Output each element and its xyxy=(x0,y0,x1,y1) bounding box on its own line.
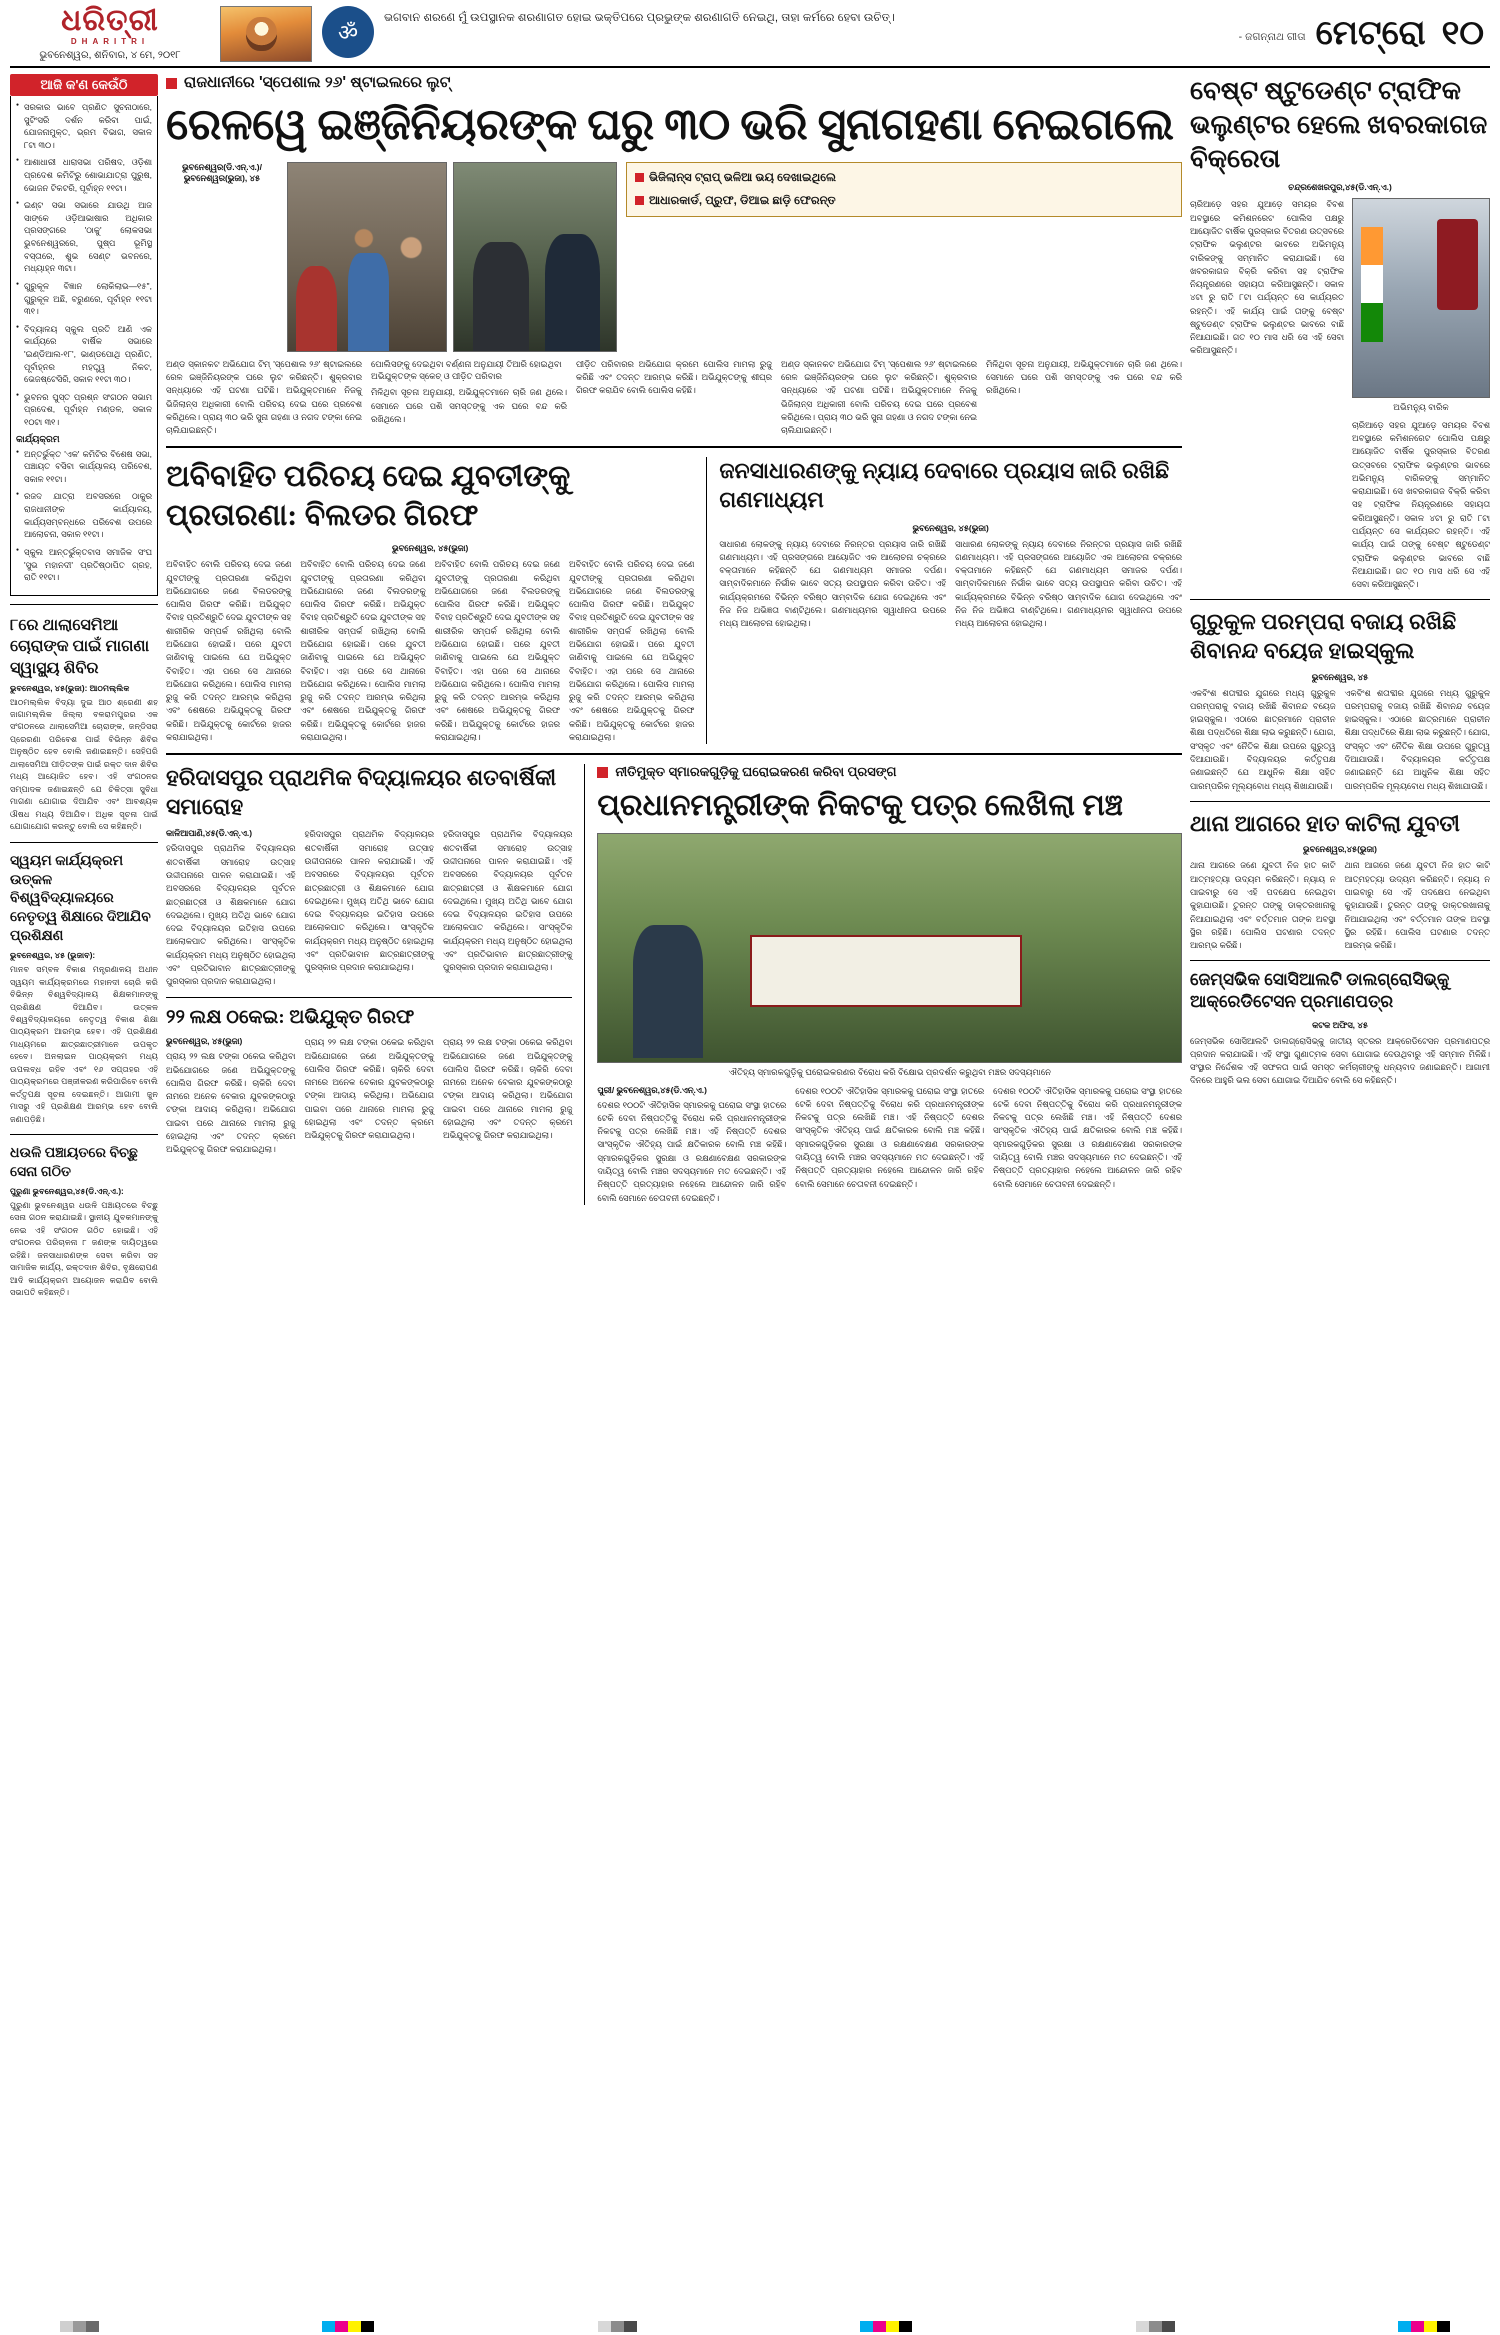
story-columns xyxy=(1190,859,1490,952)
highlight-item: ଆଧାରକାର୍ଡ, ପ୍ରୁଫ, ଡିଆଇ ଛାଡ଼ି ଫେରନ୍ତ xyxy=(635,193,1174,209)
dateline: କଟକ ଅଫିସ, ୪୫ xyxy=(1312,1019,1368,1030)
dateline: ଭୁବନେଶ୍ୱର, ୪୫(ଭୁଜା) xyxy=(166,1036,243,1047)
article-body: ପ୍ରାୟ ୨୨ ଲକ୍ଷ ଟଙ୍କା ଠକେଇ କରିଥିବା ଅଭିଯୋଗରେ ଜଣେ ଅଭିଯୁକ୍ତଙ୍କୁ ପୋଲିସ ଗିରଫ କରିଛି। ଚାକିରି ଦେବା ନାମରେ ଅନେକ ବେକାର ଯୁବକଙ୍କଠାରୁ ଟଙ୍କା ଆଦାୟ କରିଥିଲା। ଅଭିଯୋଗ ପାଇବା ପରେ ଥାନାରେ ମାମଲା ରୁଜୁ ହୋଇଥିଲା ଏବଂ ତଦନ୍ତ କ୍ରମେ ଅଭିଯୁକ୍ତକୁ ଗିରଫ କରାଯାଇଥିଲା। xyxy=(166,1051,296,1155)
kicker-text: ରାଜଧାନୀରେ 'ସ୍ପେଶାଲ ୨୬' ଷ୍ଟାଇଲରେ ଲୁଟ୍ xyxy=(184,74,451,91)
list-item: ● ଇଣ୍ଟ ସଭା ସଭାରେ ଯାଉଥି ଆଜ ସାଙ୍କେ ଓଡ଼ିଆଭାଷାର ଅଧିକାର ପ୍ରସଙ୍ଗରେ 'ଠାକୁ' ଲୋକସଭା ଭୁବନେଶ୍ୱରରେ, ପୁଷ୍ପ ଭୂମିସ୍ଥ ବସ୍ତାରେ, ଶୁଭ ସେଣ୍ଟ ଭବନରେ, ମଧ୍ୟାହ୍ନ ୩ଟା। xyxy=(16,199,152,275)
story-headline: ଜନସାଧାରଣଙ୍କୁ ନ୍ୟାୟ ଦେବାରେ ପ୍ରୟାସ ଜାରି ରଖିଛି ଗଣମାଧ୍ୟମ xyxy=(719,458,1170,512)
dateline: ପୁରୀ/ ଭୁବନେଶ୍ୱର,୪୫(ଡି.ଏନ୍.ଏ.) xyxy=(597,1084,707,1095)
article-body: ଏକବିଂଶ ଶତାବ୍ଦୀର ଯୁଗରେ ମଧ୍ୟ ଗୁରୁକୁଳ ପରମ୍ପରାକୁ ବଜାୟ ରଖିଛି ଶିବାନନ୍ଦ ବୟେଜ ହାଇସ୍କୁଲ। ଏଠାରେ ଛାତ୍ରମାନେ ପ୍ରାଚୀନ ଶିକ୍ଷା ପଦ୍ଧତିରେ ଶିକ୍ଷା ଲାଭ କରୁଛନ୍ତି। ଯୋଗ, ସଂସ୍କୃତ ଏବଂ ନୈତିକ ଶିକ୍ଷା ଉପରେ ଗୁରୁତ୍ୱ ଦିଆଯାଉଛି। ବିଦ୍ୟାଳୟର କର୍ତ୍ତୃପକ୍ଷ ଜଣାଇଛନ୍ତି ଯେ ଆଧୁନିକ ଶିକ୍ଷା ସହିତ ପାରମ୍ପରିକ ମୂଲ୍ୟବୋଧ ମଧ୍ୟ ଶିଖାଯାଉଛି। xyxy=(1190,687,1336,791)
photo-caption: ଐତିହ୍ୟ ସ୍ମାରକଗୁଡ଼ିକୁ ଘରୋଇକରଣର ବିରୋଧ କରି ବିକ୍ଷୋଭ ପ୍ରଦର୍ଶନ କରୁଥିବା ମଞ୍ଚର ସଦସ୍ୟମାନେ xyxy=(728,1067,1051,1078)
dateline: ଭୁବନେଶ୍ୱର,୪୫(ଭୁଜା) xyxy=(1303,844,1377,855)
divider xyxy=(1190,801,1490,802)
section-header xyxy=(1316,6,1490,62)
lead-dateline-col xyxy=(166,162,278,352)
newspaper-logo xyxy=(10,6,210,62)
bottom-stories xyxy=(166,764,1182,1205)
dateline: ପୁରୁଣା ଭୁବନେଶ୍ୱର,୪୫(ଡି.ଏନ୍.ଏ.): xyxy=(10,1186,124,1196)
article-body: ସାଧାରଣ ଲୋକଙ୍କୁ ନ୍ୟାୟ ଦେବାରେ ନିରନ୍ତର ପ୍ରୟାସ ଜାରି ରଖିଛି ଗଣମାଧ୍ୟମ। ଏହି ପ୍ରସଙ୍ଗରେ ଆୟୋଜିତ ଏକ ଆଲୋଚନା ଚକ୍ରରେ ବକ୍ତାମାନେ କହିଛନ୍ତି ଯେ ଗଣମାଧ୍ୟମ ସମାଜର ଦର୍ପଣ। ସାମ୍ବାଦିକମାନେ ନିର୍ଭୀକ ଭାବେ ସତ୍ୟ ଉପସ୍ଥାପନ କରିବା ଉଚିତ। ଏହି କାର୍ଯ୍ୟକ୍ରମରେ ବିଭିନ୍ନ ବରିଷ୍ଠ ସାମ୍ବାଦିକ ଯୋଗ ଦେଇଥିଲେ ଏବଂ ନିଜ ନିଜ ଅଭିଜ୍ଞତା ବାଣ୍ଟିଥିଲେ। ଗଣମାଧ୍ୟମର ସ୍ୱାଧୀନତା ଉପରେ ମଧ୍ୟ ଆଲୋଚନା ହୋଇଥିଲା। xyxy=(955,538,1182,629)
list-item: ● ଗୁରୁକୂଳ ବିଜ୍ଞାନ ଲୋକିଲାଭ—୧୫'', ଗୁରୁକୂଳ ଅଛି, ବରୁଣରେ, ପୂର୍ବାହ୍ନ ୧୧ଟା ୩୧। xyxy=(16,280,152,318)
article-body: ଅବିବାହିତ ବୋଲି ପରିଚୟ ଦେଇ ଜଣେ ଯୁବତୀଙ୍କୁ ପ୍ରତାରଣା କରିଥିବା ଅଭିଯୋଗରେ ଜଣେ ବିଲଡରଙ୍କୁ ପୋଲିସ ଗିରଫ କରିଛି। ଅଭିଯୁକ୍ତ ବିବାହ ପ୍ରତିଶ୍ରୁତି ଦେଇ ଯୁବତୀଙ୍କ ସହ ଶାରୀରିକ ସମ୍ପର୍କ ରଖିଥିଲା ବୋଲି ଅଭିଯୋଗ ହୋଇଛି। ପରେ ଯୁବତୀ ଜାଣିବାକୁ ପାଇଲେ ଯେ ଅଭିଯୁକ୍ତ ବିବାହିତ। ଏହା ପରେ ସେ ଥାନାରେ ଅଭିଯୋଗ କରିଥିଲେ। ପୋଲିସ ମାମଲା ରୁଜୁ କରି ତଦନ୍ତ ଆରମ୍ଭ କରିଥିଲା ଏବଂ ଶେଷରେ ଅଭିଯୁକ୍ତକୁ ଗିରଫ କରିଛି। ଅଭିଯୁକ୍ତକୁ କୋର୍ଟରେ ହାଜର କରାଯାଇଥିଲା। xyxy=(166,559,292,743)
dateline: ଭୁବନେଶ୍ୱର, ୪୫ xyxy=(1311,671,1369,682)
article-body: ଥାନା ଆଗରେ ଜଣେ ଯୁବତୀ ନିଜ ହାତ କାଟି ଆତ୍ମହତ୍ୟା ଉଦ୍ୟମ କରିଛନ୍ତି। ନ୍ୟାୟ ନ ପାଇବାରୁ ସେ ଏହି ପଦକ୍ଷେପ ନେଇଥିବା କୁହାଯାଉଛି। ତୁରନ୍ତ ତାଙ୍କୁ ଡାକ୍ତରଖାନାକୁ ନିଆଯାଇଥିଲା ଏବଂ ବର୍ତ୍ତମାନ ତାଙ୍କ ଅବସ୍ଥା ସ୍ଥିର ରହିଛି। ପୋଲିସ ଘଟଣାର ତଦନ୍ତ ଆରମ୍ଭ କରିଛି। xyxy=(1190,860,1336,951)
article-body: ମାନବ ସମ୍ବଳ ବିକାଶ ମନ୍ତ୍ରଣାଳୟ ଅଧୀନ ସ୍ୱୟମ କାର୍ଯ୍ୟକ୍ରମରେ ମହାନଦୀ ଚୋରି କରି ବିଭିନ୍ନ ବିଶ୍ୱବିଦ୍ୟାଳୟ ଶିକ୍ଷକମାନଙ୍କୁ ପ୍ରଶିକ୍ଷଣ ଦିଆଯିବ। ଉତ୍କଳ ବିଶ୍ୱବିଦ୍ୟାଳୟରେ ନେତୃତ୍ୱ ବିକାଶ ଶିକ୍ଷା ପାଠ୍ୟକ୍ରମ ଆରମ୍ଭ ହେବ। ଏହି ପ୍ରଶିକ୍ଷଣ ମାଧ୍ୟମରେ ଛାତ୍ରଛାତ୍ରୀମାନେ ଉପକୃତ ହେବେ। ଅନଲାଇନ ପାଠ୍ୟକ୍ରମ ମଧ୍ୟ ଉପଲବ୍ଧ ରହିବ ଏବଂ ୧୬ ସପ୍ତାହର ଏହି ପାଠ୍ୟକ୍ରମରେ ପଞ୍ଜୀକରଣ କରିପାରିବେ ବୋଲି କର୍ତ୍ତୃପକ୍ଷ ସୂଚନା ଦେଇଛନ୍ତି। ଆଗାମୀ ଜୁନ ମାସରୁ ଏହି ପ୍ରଶିକ୍ଷଣ ଆରମ୍ଭ ହେବ ବୋଲି ଜଣାପଡ଼ିଛି। xyxy=(10,965,158,1124)
daily-quote xyxy=(384,6,1306,62)
lead-top-block xyxy=(166,162,1182,352)
photo-caption: ଅଭିମନ୍ୟୁ ବାରିକ xyxy=(1393,402,1449,413)
list-item: ● ରଜଦ ଯାତ୍ରା ଅବସରରେ ଠାକୁର ରାଜଧାନୀଙ୍କ କାର୍ଯ୍ୟାଳୟ, କାର୍ଯ୍ୟସମ୍ବନ୍ଧରେ ପରିବେଶ ଉପରେ ଆଲୋଚନା, ସକାଳ ୧୧ଟା। xyxy=(16,490,152,540)
protest-rally-photo xyxy=(597,833,1182,1063)
list-item: ● ସ୍କୁଲ ଆନ୍ତର୍ଭୁକ୍ତବାସ ସମାଜିକ ସଂଘ 'ସୁଭ ମହାନଦୀ' ପ୍ରତିଷ୍ଠାପିତ ଗ୍ରହ, ରାତି ୧୧ଟା। xyxy=(16,546,152,584)
rail-body xyxy=(10,96,158,596)
article-body: ସାଧାରଣ ଲୋକଙ୍କୁ ନ୍ୟାୟ ଦେବାରେ ନିରନ୍ତର ପ୍ରୟାସ ଜାରି ରଖିଛି ଗଣମାଧ୍ୟମ। ଏହି ପ୍ରସଙ୍ଗରେ ଆୟୋଜିତ ଏକ ଆଲୋଚନା ଚକ୍ରରେ ବକ୍ତାମାନେ କହିଛନ୍ତି ଯେ ଗଣମାଧ୍ୟମ ସମାଜର ଦର୍ପଣ। ସାମ୍ବାଦିକମାନେ ନିର୍ଭୀକ ଭାବେ ସତ୍ୟ ଉପସ୍ଥାପନ କରିବା ଉଚିତ। ଏହି କାର୍ଯ୍ୟକ୍ରମରେ ବିଭିନ୍ନ ବରିଷ୍ଠ ସାମ୍ବାଦିକ ଯୋଗ ଦେଇଥିଲେ ଏବଂ ନିଜ ନିଜ ଅଭିଜ୍ଞତା ବାଣ୍ଟିଥିଲେ। ଗଣମାଧ୍ୟମର ସ୍ୱାଧୀନତା ଉପରେ ମଧ୍ୟ ଆଲୋଚନା ହୋଇଥିଲା। xyxy=(719,538,947,629)
article-body: ମିଳିଥିବା ସୂଚନା ଅନୁଯାୟୀ, ଅଭିଯୁକ୍ତମାନେ ଚାରି ଜଣ ଥିଲେ। ସେମାନେ ଘରେ ପଶି ସମସ୍ତଙ୍କୁ ଏକ ଘରେ ବନ୍ଦ କରି ରଖିଥିଲେ। xyxy=(986,358,1182,396)
highlight-item: ଭିଜିଲାନ୍ସ ଟ୍ରାପ୍‌ ଭଳିଆ ଭୟ ଦେଖାଇଥିଲେ xyxy=(635,170,1174,186)
dateline: ଚନ୍ଦ୍ରଶେଖରପୁର,୪୫(ଡି.ଏନ୍.ଏ.) xyxy=(1288,182,1392,193)
rail-subheader: କାର୍ଯ୍ୟକ୍ରମ xyxy=(16,433,60,444)
story-columns xyxy=(166,1036,572,1156)
highlight-box xyxy=(626,162,1182,217)
section-name: ମେଟ୍ରୋ xyxy=(1315,15,1426,52)
logo-wordmark: ଧରିତ୍ରୀ xyxy=(61,4,159,37)
article-body: ପ୍ରାୟ ୨୨ ଲକ୍ଷ ଟଙ୍କା ଠକେଇ କରିଥିବା ଅଭିଯୋଗରେ ଜଣେ ଅଭିଯୁକ୍ତଙ୍କୁ ପୋଲିସ ଗିରଫ କରିଛି। ଚାକିରି ଦେବା ନାମରେ ଅନେକ ବେକାର ଯୁବକଙ୍କଠାରୁ ଟଙ୍କା ଆଦାୟ କରିଥିଲା। ଅଭିଯୋଗ ପାଇବା ପରେ ଥାନାରେ ମାମଲା ରୁଜୁ ହୋଇଥିଲା ଏବଂ ତଦନ୍ତ କ୍ରମେ ଅଭିଯୁକ୍ତକୁ ଗିରଫ କରାଯାଇଥିଲା। xyxy=(304,1037,434,1141)
gray-bar-group xyxy=(1136,2321,1175,2332)
story-columns xyxy=(719,538,1182,631)
story-bachelor xyxy=(166,457,694,744)
dateline: ଭୁବନେଶ୍ୱର, ୪୫(ଭୁଜା) xyxy=(392,543,469,554)
quote-text: ଭଗବାନ ଶରଣେ ମୁଁ ଉପସ୍ଥାନକ ଶରଣାଗତ ହୋଇ ଭକ୍ତିପରେ ପ୍ରଭୁଙ୍କ ଶରଣାଗତି ନେଇଥି, ତାହା କର୍ମରେ ହେବା ଉଚିତ୍‌। xyxy=(384,12,895,24)
rail-story-headline: ସ୍ୱୟମ କାର୍ଯ୍ୟକ୍ରମ ଉତ୍କଳ ବିଶ୍ୱବିଦ୍ୟାଳୟରେ ନେତୃତ୍ୱ ଶିକ୍ଷାରେ ଦିଆଯିବ ପ୍ରଶିକ୍ଷଣ xyxy=(10,853,151,945)
text-column xyxy=(986,358,1182,438)
family-portrait-photo xyxy=(287,162,447,352)
mid-stories xyxy=(166,457,1182,744)
article-body: ମିଳିଥିବା ସୂଚନା ଅନୁଯାୟୀ, ଅଭିଯୁକ୍ତମାନେ ଚାରି ଜଣ ଥିଲେ। ସେମାନେ ଘରେ ପଶି ସମସ୍ତଙ୍କୁ ଏକ ଘରେ ବନ୍ଦ କରି ରଖିଥିଲେ। xyxy=(371,387,567,424)
traffic-story-block xyxy=(1190,198,1490,591)
dateline: କାଳିଆପାଣି,୪୫(ଡି.ଏନ୍.ଏ.) xyxy=(166,828,252,839)
story-columns xyxy=(166,828,572,988)
article-body: ହରିଦାସପୁର ପ୍ରାଥମିକ ବିଦ୍ୟାଳୟର ଶତବାର୍ଷିକୀ ସମାରୋହ ଉତ୍ସାହ ଉଦ୍ଦୀପନାରେ ପାଳନ କରାଯାଇଛି। ଏହି ଅବସରରେ ବିଦ୍ୟାଳୟର ପୂର୍ବତନ ଛାତ୍ରଛାତ୍ରୀ ଓ ଶିକ୍ଷକମାନେ ଯୋଗ ଦେଇଥିଲେ। ମୁଖ୍ୟ ଅତିଥି ଭାବେ ଯୋଗ ଦେଇ ବିଦ୍ୟାଳୟର ଇତିହାସ ଉପରେ ଆଲୋକପାତ କରିଥିଲେ। ସାଂସ୍କୃତିକ କାର୍ଯ୍ୟକ୍ରମ ମଧ୍ୟ ଅନୁଷ୍ଠିତ ହୋଇଥିଲା ଏବଂ ପ୍ରତିଭାବାନ ଛାତ୍ରଛାତ୍ରୀଙ୍କୁ ପୁରସ୍କାର ପ୍ରଦାନ କରାଯାଇଥିଲା। xyxy=(442,829,573,973)
article-body: ଅବିବାହିତ ବୋଲି ପରିଚୟ ଦେଇ ଜଣେ ଯୁବତୀଙ୍କୁ ପ୍ରତାରଣା କରିଥିବା ଅଭିଯୋଗରେ ଜଣେ ବିଲଡରଙ୍କୁ ପୋଲିସ ଗିରଫ କରିଛି। ଅଭିଯୁକ୍ତ ବିବାହ ପ୍ରତିଶ୍ରୁତି ଦେଇ ଯୁବତୀଙ୍କ ସହ ଶାରୀରିକ ସମ୍ପର୍କ ରଖିଥିଲା ବୋଲି ଅଭିଯୋଗ ହୋଇଛି। ପରେ ଯୁବତୀ ଜାଣିବାକୁ ପାଇଲେ ଯେ ଅଭିଯୁକ୍ତ ବିବାହିତ। ଏହା ପରେ ସେ ଥାନାରେ ଅଭିଯୋଗ କରିଥିଲେ। ପୋଲିସ ମାମଲା ରୁଜୁ କରି ତଦନ୍ତ ଆରମ୍ଭ କରିଥିଲା ଏବଂ ଶେଷରେ ଅଭିଯୁକ୍ତକୁ ଗିରଫ କରିଛି। ଅଭିଯୁକ୍ତକୁ କୋର୍ଟରେ ହାଜର କରାଯାଇଥିଲା। xyxy=(434,559,560,743)
cmyk-bar-group xyxy=(860,2321,912,2332)
article-body: ଅବିବାହିତ ବୋଲି ପରିଚୟ ଦେଇ ଜଣେ ଯୁବତୀଙ୍କୁ ପ୍ରତାରଣା କରିଥିବା ଅଭିଯୋଗରେ ଜଣେ ବିଲଡରଙ୍କୁ ପୋଲିସ ଗିରଫ କରିଛି। ଅଭିଯୁକ୍ତ ବିବାହ ପ୍ରତିଶ୍ରୁତି ଦେଇ ଯୁବତୀଙ୍କ ସହ ଶାରୀରିକ ସମ୍ପର୍କ ରଖିଥିଲା ବୋଲି ଅଭିଯୋଗ ହୋଇଛି। ପରେ ଯୁବତୀ ଜାଣିବାକୁ ପାଇଲେ ଯେ ଅଭିଯୁକ୍ତ ବିବାହିତ। ଏହା ପରେ ସେ ଥାନାରେ ଅଭିଯୋଗ କରିଥିଲେ। ପୋଲିସ ମାମଲା ରୁଜୁ କରି ତଦନ୍ତ ଆରମ୍ଭ କରିଥିଲା ଏବଂ ଶେଷରେ ଅଭିଯୁକ୍ତକୁ ଗିରଫ କରିଛି। ଅଭିଯୁକ୍ତକୁ କୋର୍ଟରେ ହାଜର କରାଯାଇଥିଲା। xyxy=(568,559,695,743)
story-headline: ଥାନା ଆଗରେ ହାତ କାଟିଲା ଯୁବତୀ xyxy=(1190,810,1460,836)
article-body: ହରିଦାସପୁର ପ୍ରାଥମିକ ବିଦ୍ୟାଳୟର ଶତବାର୍ଷିକୀ ସମାରୋହ ଉତ୍ସାହ ଉଦ୍ଦୀପନାରେ ପାଳନ କରାଯାଇଛି। ଏହି ଅବସରରେ ବିଦ୍ୟାଳୟର ପୂର୍ବତନ ଛାତ୍ରଛାତ୍ରୀ ଓ ଶିକ୍ଷକମାନେ ଯୋଗ ଦେଇଥିଲେ। ମୁଖ୍ୟ ଅତିଥି ଭାବେ ଯୋଗ ଦେଇ ବିଦ୍ୟାଳୟର ଇତିହାସ ଉପରେ ଆଲୋକପାତ କରିଥିଲେ। ସାଂସ୍କୃତିକ କାର୍ଯ୍ୟକ୍ରମ ମଧ୍ୟ ଅନୁଷ୍ଠିତ ହୋଇଥିଲା ଏବଂ ପ୍ରତିଭାବାନ ଛାତ୍ରଛାତ୍ରୀଙ୍କୁ ପୁରସ୍କାର ପ୍ରଦାନ କରାଯାଇଥିଲା। xyxy=(166,843,296,987)
lead-body-columns xyxy=(166,358,1182,438)
article-body: ଦେଶର ୧୦୦ଟି ଐତିହାସିକ ସ୍ମାରକକୁ ଘରୋଇ ସଂସ୍ଥା ହାତରେ ଟେକି ଦେବା ନିଷ୍ପତ୍ତିକୁ ବିରୋଧ କରି ପ୍ରଧାନମନ୍ତ୍ରୀଙ୍କ ନିକଟକୁ ପତ୍ର ଲେଖିଛି ମଞ୍ଚ। ଏହି ନିଷ୍ପତ୍ତି ଦେଶର ସାଂସ୍କୃତିକ ଐତିହ୍ୟ ପାଇଁ କ୍ଷତିକାରକ ବୋଲି ମଞ୍ଚ କହିଛି। ସ୍ମାରକଗୁଡ଼ିକର ସୁରକ୍ଷା ଓ ରକ୍ଷଣାବେକ୍ଷଣ ସରକାରଙ୍କ ଦାୟିତ୍ୱ ବୋଲି ମଞ୍ଚର ସଦସ୍ୟମାନେ ମତ ଦେଇଛନ୍ତି। ଏହି ନିଷ୍ପତ୍ତି ପ୍ରତ୍ୟାହାର ନହେଲେ ଆନ୍ଦୋଳନ ଜାରି ରହିବ ବୋଲି ସେମାନେ ଚେତାବନୀ ଦେଇଛନ୍ତି। xyxy=(993,1085,1183,1189)
divider xyxy=(166,446,1182,448)
story-headline: ପ୍ରଧାନମନ୍ତ୍ରୀଙ୍କ ନିକଟକୁ ପତ୍ର ଲେଖିଲା ମଞ୍ଚ xyxy=(597,789,1123,823)
story-kicker xyxy=(597,764,1182,780)
cmyk-bar-group xyxy=(322,2321,374,2332)
article-body: ପ୍ରାୟ ୨୨ ଲକ୍ଷ ଟଙ୍କା ଠକେଇ କରିଥିବା ଅଭିଯୋଗରେ ଜଣେ ଅଭିଯୁକ୍ତଙ୍କୁ ପୋଲିସ ଗିରଫ କରିଛି। ଚାକିରି ଦେବା ନାମରେ ଅନେକ ବେକାର ଯୁବକଙ୍କଠାରୁ ଟଙ୍କା ଆଦାୟ କରିଥିଲା। ଅଭିଯୋଗ ପାଇବା ପରେ ଥାନାରେ ମାମଲା ରୁଜୁ ହୋଇଥିଲା ଏବଂ ତଦନ୍ତ କ୍ରମେ ଅଭିଯୁକ୍ତକୁ ଗିରଫ କରାଯାଇଥିଲା। xyxy=(442,1037,573,1141)
two-men-photo xyxy=(453,162,617,352)
list-item: ● ଭୁବନର ପୁସ୍ତ ପ୍ରଶ୍ନ ସଂଗଠନ ସଭାମ ପ୍ରଦେଶ, ପୂର୍ବାହ୍ନ ମଣ୍ଡଳ, ସକାଳ ୧୦ଟା ୩୧। xyxy=(16,391,152,429)
logo-subtext: DHARITRI xyxy=(70,37,150,46)
lead-kicker xyxy=(166,74,1182,92)
text-column xyxy=(781,358,977,438)
divider xyxy=(10,1134,158,1135)
divider xyxy=(166,997,572,998)
rail-story-headline: ୮ରେ ଥାଲାସେମିଆ ଚୋରାଙ୍କ ପାଇଁ ମାଗଣା ସ୍ୱାସ୍ଥ୍ୟ ଶିବିର xyxy=(10,616,150,677)
quote-attribution: - ଜଗନ୍ନାଥ ଗୀତା xyxy=(1238,31,1306,44)
gray-bar-group xyxy=(598,2321,637,2332)
left-rail xyxy=(10,74,158,1300)
story-headline: ବେଷ୍ଟ ଷ୍ଟୁଡେଣ୍ଟ ଟ୍ରାଫିକ ଭଲୁଣ୍ଟର ହେଲେ ଖବରକାଗଜ ବିକ୍ରେତା xyxy=(1190,76,1488,173)
masthead xyxy=(10,6,1490,68)
divider xyxy=(1190,960,1490,961)
story-columns xyxy=(597,1085,1182,1205)
article-body: ଥାନା ଆଗରେ ଜଣେ ଯୁବତୀ ନିଜ ହାତ କାଟି ଆତ୍ମହତ୍ୟା ଉଦ୍ୟମ କରିଛନ୍ତି। ନ୍ୟାୟ ନ ପାଇବାରୁ ସେ ଏହି ପଦକ୍ଷେପ ନେଇଥିବା କୁହାଯାଉଛି। ତୁରନ୍ତ ତାଙ୍କୁ ଡାକ୍ତରଖାନାକୁ ନିଆଯାଇଥିଲା ଏବଂ ବର୍ତ୍ତମାନ ତାଙ୍କ ଅବସ୍ଥା ସ୍ଥିର ରହିଛି। ପୋଲିସ ଘଟଣାର ତଦନ୍ତ ଆରମ୍ଭ କରିଛି। xyxy=(1344,860,1490,951)
article-body: ପୀଡ଼ିତ ପରିବାରର ଅଭିଯୋଗ କ୍ରମେ ପୋଲିସ ମାମଲା ରୁଜୁ କରିଛି ଏବଂ ତଦନ୍ତ ଆରମ୍ଭ କରିଛି। ଅଭିଯୁକ୍ତଙ୍କୁ ଶୀଘ୍ର ଗିରଫ କରାଯିବ ବୋଲି ପୋଲିସ କହିଛି। xyxy=(576,358,772,396)
circular-emblem-icon: ॐ xyxy=(322,6,374,58)
article-body: ଦେଶର ୧୦୦ଟି ଐତିହାସିକ ସ୍ମାରକକୁ ଘରୋଇ ସଂସ୍ଥା ହାତରେ ଟେକି ଦେବା ନିଷ୍ପତ୍ତିକୁ ବିରୋଧ କରି ପ୍ରଧାନମନ୍ତ୍ରୀଙ୍କ ନିକଟକୁ ପତ୍ର ଲେଖିଛି ମଞ୍ଚ। ଏହି ନିଷ୍ପତ୍ତି ଦେଶର ସାଂସ୍କୃତିକ ଐତିହ୍ୟ ପାଇଁ କ୍ଷତିକାରକ ବୋଲି ମଞ୍ଚ କହିଛି। ସ୍ମାରକଗୁଡ଼ିକର ସୁରକ୍ଷା ଓ ରକ୍ଷଣାବେକ୍ଷଣ ସରକାରଙ୍କ ଦାୟିତ୍ୱ ବୋଲି ମଞ୍ଚର ସଦସ୍ୟମାନେ ମତ ଦେଇଛନ୍ତି। ଏହି ନିଷ୍ପତ୍ତି ପ୍ରତ୍ୟାହାର ନହେଲେ ଆନ୍ଦୋଳନ ଜାରି ରହିବ ବୋଲି ସେମାନେ ଚେତାବନୀ ଦେଇଛନ୍ତି। xyxy=(597,1099,787,1203)
rail-story-headline: ଧଉଳି ପଞ୍ଚାୟତରେ ବିଚ୍ଛୁ ସେନା ଗଠିତ xyxy=(10,1146,138,1181)
right-column xyxy=(1190,74,1490,1300)
gray-bar-group xyxy=(60,2321,99,2332)
photo-caption: ପୋଲିସଙ୍କୁ ଦେଇଥିବା ବର୍ଣ୍ଣନା ଅନୁଯାୟୀ ତିଆରି ହୋଇଥିବା ଅଭିଯୁକ୍ତଙ୍କ ସ୍କେଚ୍‌ ଓ ପୀଡ଼ିତ ପରିବାର xyxy=(371,358,562,381)
story-school xyxy=(166,764,572,1205)
divider xyxy=(10,842,158,843)
list-item: ● ଅନ୍ତର୍ଭୁକ୍ତ 'ଏକ' କମିଟିର ବିଶେଷ ସଭା, ପଞ୍ଚାୟତ ବସିବା କାର୍ଯ୍ୟାଳୟ ପରିବେଶ, ସକାଳ ୧୧ଟା। xyxy=(16,448,152,486)
story-columns xyxy=(166,558,694,744)
article-body: ପୁରୁଣା ଭୁବନେଶ୍ୱର ଧଉଳି ପଞ୍ଚାୟତରେ ବିଚ୍ଛୁ ସେନା ଗଠନ କରାଯାଇଛି। ସ୍ଥାନୀୟ ଯୁବକମାନଙ୍କୁ ନେଇ ଏହି ସଂଗଠନ ଗଠିତ ହୋଇଛି। ଏହି ସଂଗଠନର ପରିଚାଳନା ୮ ଜଣଙ୍କ ଦାୟିତ୍ୱରେ ରହିଛି। ଜନସାଧାରଣଙ୍କ ସେବା କରିବା ସହ ସାମାଜିକ କାର୍ଯ୍ୟ, ରକ୍ତଦାନ ଶିବିର, ବୃକ୍ଷରୋପଣ ଆଦି କାର୍ଯ୍ୟକ୍ରମ ଆୟୋଜନ କରାଯିବ ବୋଲି ସଭାପତି କହିଛନ୍ତି। xyxy=(10,1200,158,1298)
dateline: ଭୁବନେଶ୍ୱର, ୪୫(ଭୁଜା) xyxy=(912,522,989,533)
article-body: ହରିଦାସପୁର ପ୍ରାଥମିକ ବିଦ୍ୟାଳୟର ଶତବାର୍ଷିକୀ ସମାରୋହ ଉତ୍ସାହ ଉଦ୍ଦୀପନାରେ ପାଳନ କରାଯାଇଛି। ଏହି ଅବସରରେ ବିଦ୍ୟାଳୟର ପୂର୍ବତନ ଛାତ୍ରଛାତ୍ରୀ ଓ ଶିକ୍ଷକମାନେ ଯୋଗ ଦେଇଥିଲେ। ମୁଖ୍ୟ ଅତିଥି ଭାବେ ଯୋଗ ଦେଇ ବିଦ୍ୟାଳୟର ଇତିହାସ ଉପରେ ଆଲୋକପାତ କରିଥିଲେ। ସାଂସ୍କୃତିକ କାର୍ଯ୍ୟକ୍ରମ ମଧ୍ୟ ଅନୁଷ୍ଠିତ ହୋଇଥିଲା ଏବଂ ପ୍ରତିଭାବାନ ଛାତ୍ରଛାତ୍ରୀଙ୍କୁ ପୁରସ୍କାର ପ୍ରଦାନ କରାଯାଇଥିଲା। xyxy=(304,829,434,973)
story-headline: ଗୁରୁକୁଳ ପରମ୍ପରା ବଜାୟ ରଖିଛି ଶିବାନନ୍ଦ ବୟେଜ ହାଇସ୍କୁଲ xyxy=(1190,609,1457,663)
article-body: ଏକବିଂଶ ଶତାବ୍ଦୀର ଯୁଗରେ ମଧ୍ୟ ଗୁରୁକୁଳ ପରମ୍ପରାକୁ ବଜାୟ ରଖିଛି ଶିବାନନ୍ଦ ବୟେଜ ହାଇସ୍କୁଲ। ଏଠାରେ ଛାତ୍ରମାନେ ପ୍ରାଚୀନ ଶିକ୍ଷା ପଦ୍ଧତିରେ ଶିକ୍ଷା ଲାଭ କରୁଛନ୍ତି। ଯୋଗ, ସଂସ୍କୃତ ଏବଂ ନୈତିକ ଶିକ୍ଷା ଉପରେ ଗୁରୁତ୍ୱ ଦିଆଯାଉଛି। ବିଦ୍ୟାଳୟର କର୍ତ୍ତୃପକ୍ଷ ଜଣାଇଛନ୍ତି ଯେ ଆଧୁନିକ ଶିକ୍ଷା ସହିତ ପାରମ୍ପରିକ ମୂଲ୍ୟବୋଧ ମଧ୍ୟ ଶିଖାଯାଉଛି। xyxy=(1344,687,1490,791)
divider xyxy=(166,753,1182,755)
print-registration-bars xyxy=(0,2317,1500,2335)
article-body: ଦେଶର ୧୦୦ଟି ଐତିହାସିକ ସ୍ମାରକକୁ ଘରୋଇ ସଂସ୍ଥା ହାତରେ ଟେକି ଦେବା ନିଷ୍ପତ୍ତିକୁ ବିରୋଧ କରି ପ୍ରଧାନମନ୍ତ୍ରୀଙ୍କ ନିକଟକୁ ପତ୍ର ଲେଖିଛି ମଞ୍ଚ। ଏହି ନିଷ୍ପତ୍ତି ଦେଶର ସାଂସ୍କୃତିକ ଐତିହ୍ୟ ପାଇଁ କ୍ଷତିକାରକ ବୋଲି ମଞ୍ଚ କହିଛି। ସ୍ମାରକଗୁଡ଼ିକର ସୁରକ୍ଷା ଓ ରକ୍ଷଣାବେକ୍ଷଣ ସରକାରଙ୍କ ଦାୟିତ୍ୱ ବୋଲି ମଞ୍ଚର ସଦସ୍ୟମାନେ ମତ ଦେଇଛନ୍ତି। ଏହି ନିଷ୍ପତ୍ତି ପ୍ରତ୍ୟାହାର ନହେଲେ ଆନ୍ଦୋଳନ ଜାରି ରହିବ ବୋଲି ସେମାନେ ଚେତାବନୀ ଦେଇଛନ୍ତି। xyxy=(795,1085,985,1189)
lead-photos xyxy=(287,162,617,352)
story-pm xyxy=(584,764,1182,1205)
publication-date: ଭୁବନେଶ୍ୱର, ଶନିବାର, ୪ ମେ, ୨୦୧୮ xyxy=(39,50,181,61)
story-columns xyxy=(1190,687,1490,793)
story-headline: ଜେମ୍ସଭିକ ସୋସିଆଲଟି ଡାଲଗ୍ରୋସିଭ୍‌କୁ ଆକ୍ରେଡିଟେସନ ପ୍ରମାଣପତ୍ର xyxy=(1190,970,1450,1012)
story-media xyxy=(706,457,1182,744)
programs-list xyxy=(16,448,152,584)
story-headline: ଅବିବାହିତ ପରିଚୟ ଦେଇ ଯୁବତୀଙ୍କୁ ପ୍ରତାରଣା: ବିଲଡର ଗିରଫ xyxy=(166,460,571,533)
list-item: ● ସରକାର ଭାବେ ପ୍ରଣିତ ସୁଚନାଠାରେ, ସୁଟିଂସରି ଦର୍ଶନ କରିବା ପାଇଁ, ଯୋଜନାମୁକ୍ତ, ଭ୍ରମ ବିଭାଗ, ସକାଳ ୮ଟା ୩୦। xyxy=(16,101,152,151)
lead-highlights xyxy=(626,162,1182,352)
article-body: ଚାରିଆଡ଼େ ସହର ଯୁଆଡ଼େ ସମୟର ବିବଶ ଅବସ୍ଥାରେ କମିଶନରେଟ ପୋଲିସ ପକ୍ଷରୁ ଆୟୋଜିତ ବାର୍ଷିକ ପୁରସ୍କାର ବିତରଣ ଉତ୍ସବରେ ଟ୍ରାଫିକ ଭଲୁଣ୍ଟର ଭାବରେ ଅଭିମନ୍ୟୁ ବାରିକଙ୍କୁ ସମ୍ମାନିତ କରାଯାଇଛି। ସେ ଖବରକାଗଜ ବିକ୍ରି କରିବା ସହ ଟ୍ରାଫିକ ନିୟନ୍ତ୍ରଣରେ ସହାୟତା କରିଆସୁଛନ୍ତି। ସକାଳ ୪ଟା ରୁ ରାତି ୮ଟା ପର୍ଯ୍ୟନ୍ତ ସେ କାର୍ଯ୍ୟରତ ରହନ୍ତି। ଏହି କାର୍ଯ୍ୟ ପାଇଁ ତାଙ୍କୁ ବେଷ୍ଟ ଷ୍ଟୁଡେଣ୍ଟ ଟ୍ରାଫିକ ଭଲୁଣ୍ଟର ଭାବରେ ବାଛି ନିଆଯାଇଛି। ଗତ ୧୦ ମାସ ଧରି ସେ ଏହି ସେବା କରିଆସୁଛନ୍ତି। xyxy=(1352,419,1490,590)
main-column xyxy=(166,74,1182,1300)
divider xyxy=(1190,599,1490,600)
dateline: ଭୁବନେଶ୍ୱର(ଡି.ଏନ୍.ଏ.)/ ଭୁବନେଶ୍ୱର(ଭୁଜା), ୪୫ xyxy=(182,161,262,183)
story-headline: ହରିଦାସପୁର ପ୍ରାଥମିକ ବିଦ୍ୟାଳୟର ଶତବାର୍ଷିକୀ ସମାରୋହ xyxy=(166,765,557,819)
article-body: ଚାରିଆଡ଼େ ସହର ଯୁଆଡ଼େ ସମୟର ବିବଶ ଅବସ୍ଥାରେ କମିଶନରେଟ ପୋଲିସ ପକ୍ଷରୁ ଆୟୋଜିତ ବାର୍ଷିକ ପୁରସ୍କାର ବିତରଣ ଉତ୍ସବରେ ଟ୍ରାଫିକ ଭଲୁଣ୍ଟର ଭାବରେ ଅଭିମନ୍ୟୁ ବାରିକଙ୍କୁ ସମ୍ମାନିତ କରାଯାଇଛି। ସେ ଖବରକାଗଜ ବିକ୍ରି କରିବା ସହ ଟ୍ରାଫିକ ନିୟନ୍ତ୍ରଣରେ ସହାୟତା କରିଆସୁଛନ୍ତି। ସକାଳ ୪ଟା ରୁ ରାତି ୮ଟା ପର୍ଯ୍ୟନ୍ତ ସେ କାର୍ଯ୍ୟରତ ରହନ୍ତି। ଏହି କାର୍ଯ୍ୟ ପାଇଁ ତାଙ୍କୁ ବେଷ୍ଟ ଷ୍ଟୁଡେଣ୍ଟ ଟ୍ରାଫିକ ଭଲୁଣ୍ଟର ଭାବରେ ବାଛି ନିଆଯାଇଛି। ଗତ ୧୦ ମାସ ଧରି ସେ ଏହି ସେବା କରିଆସୁଛନ୍ତି। xyxy=(1190,199,1344,356)
list-item: ● ଆଶାଧାରୀ ଧାରାସଭା ପରିଷଦ, ଓଡ଼ିଶା ପ୍ରଦେଶ କମିଟିରୁ ଶୋଭାଯାତ୍ରା ପୁରୁଷ, ଭୋଜନ ଟିକଟରି, ପୂର୍ବାହ୍ନ ୧୧ଟା। xyxy=(16,156,152,194)
deity-illustration xyxy=(220,6,312,62)
text-column xyxy=(371,358,567,438)
kicker-text: ନୀତିମୁକ୍ତ ସ୍ମାରକଗୁଡ଼ିକୁ ଘରୋଇକରଣ କରିବା ପ୍ରସଙ୍ଗ xyxy=(615,764,897,780)
dateline: ଭୁବନେଶ୍ୱର, ୪୫ (ଭୁଜାବ): xyxy=(10,951,96,961)
divider xyxy=(10,604,158,605)
text-column xyxy=(576,358,772,438)
article-body: ଅଣ୍ଡ ସ୍କାନକଟ ଅଭିଯୋଗ ଟିମ୍‌ 'ସ୍ପେଶାଲ ୨୬' ଷ୍ଟାଇଲରେ ରେଳ ଇଞ୍ଜିନିୟରଙ୍କ ଘରେ ଲୁଟ କରିଛନ୍ତି। ଶୁକ୍ରବାର ସନ୍ଧ୍ୟାରେ ଏହି ଘଟଣା ଘଟିଛି। ଅଭିଯୁକ୍ତମାନେ ନିଜକୁ ଭିଜିଲାନ୍ସ ଅଧିକାରୀ ବୋଲି ପରିଚୟ ଦେଇ ଘରେ ପ୍ରବେଶ କରିଥିଲେ। ପ୍ରାୟ ୩୦ ଭରି ସୁନା ଗହଣା ଓ ନଗଦ ଟଙ୍କା ନେଇ ଚାଲିଯାଇଛନ୍ତି। xyxy=(781,358,977,436)
article-body: ଆଠମଲ୍ଲିକ ବିଦ୍ୟା ଦୁଇ ଆଠ ଶ୍ରେଣୀ ଶହ ଜାଗାମଲ୍ଲିକ ଜିଲ୍ଲା ବଳରାମପୁରର ଏକ ସଂଗଠନରେ ଥାଲାସେମିଆ ଚୋରାଙ୍କ, ଜନ୍ଡିସରା ପ୍ରେରଣା ପରିବେଶ ପାଇଁ ବିଭିନ୍ନ ଶିବିର ଅନୁଷ୍ଠିତ ହେବ ବୋଲି ଜଣାଇଛନ୍ତି। ସେହିପରି ଥାଲାସେମିଆ ପୀଡ଼ିତଙ୍କ ପାଇଁ ରକ୍ତ ଦାନ ଶିବିର ମଧ୍ୟ ଆୟୋଜିତ ହେବ। ଏହି ସଂଗଠନର ସମ୍ପାଦକ ଜଣାଇଛନ୍ତି ଯେ ଚିକିତ୍ସା ସୁବିଧା ମାଗଣା ଯୋଗାଇ ଦିଆଯିବ ଏବଂ ଆବଶ୍ୟକ ଔଷଧ ମଧ୍ୟ ଦିଆଯିବ। ଅଧିକ ସୂଚନା ପାଇଁ ଯୋଗାଯୋଗ କରନ୍ତୁ ବୋଲି ସେ କହିଛନ୍ତି। xyxy=(10,697,158,832)
lead-headline: ରେଳୱେ ଇଞ୍ଜିନିୟରଙ୍କ ଘରୁ ୩୦ ଭରି ସୁନାଗହଣା ନେଇଗଲେ xyxy=(166,100,1174,149)
article-body: ଅଣ୍ଡ ସ୍କାନକଟ ଅଭିଯୋଗ ଟିମ୍‌ 'ସ୍ପେଶାଲ ୨୬' ଷ୍ଟାଇଲରେ ରେଳ ଇଞ୍ଜିନିୟରଙ୍କ ଘରେ ଲୁଟ କରିଛନ୍ତି। ଶୁକ୍ରବାର ସନ୍ଧ୍ୟାରେ ଏହି ଘଟଣା ଘଟିଛି। ଅଭିଯୁକ୍ତମାନେ ନିଜକୁ ଭିଜିଲାନ୍ସ ଅଧିକାରୀ ବୋଲି ପରିଚୟ ଦେଇ ଘରେ ପ୍ରବେଶ କରିଥିଲେ। ପ୍ରାୟ ୩୦ ଭରି ସୁନା ଗହଣା ଓ ନଗଦ ଟଙ୍କା ନେଇ ଚାଲିଯାଇଛନ୍ତି। xyxy=(166,358,362,436)
rail-header: ଆଜି କ'ଣ କେଉଁଠି xyxy=(10,74,158,96)
award-recipient-photo xyxy=(1352,198,1490,398)
bullet-square-icon xyxy=(597,767,608,778)
article-body: ଅବିବାହିତ ବୋଲି ପରିଚୟ ଦେଇ ଜଣେ ଯୁବତୀଙ୍କୁ ପ୍ରତାରଣା କରିଥିବା ଅଭିଯୋଗରେ ଜଣେ ବିଲଡରଙ୍କୁ ପୋଲିସ ଗିରଫ କରିଛି। ଅଭିଯୁକ୍ତ ବିବାହ ପ୍ରତିଶ୍ରୁତି ଦେଇ ଯୁବତୀଙ୍କ ସହ ଶାରୀରିକ ସମ୍ପର୍କ ରଖିଥିଲା ବୋଲି ଅଭିଯୋଗ ହୋଇଛି। ପରେ ଯୁବତୀ ଜାଣିବାକୁ ପାଇଲେ ଯେ ଅଭିଯୁକ୍ତ ବିବାହିତ। ଏହା ପରେ ସେ ଥାନାରେ ଅଭିଯୋଗ କରିଥିଲେ। ପୋଲିସ ମାମଲା ରୁଜୁ କରି ତଦନ୍ତ ଆରମ୍ଭ କରିଥିଲା ଏବଂ ଶେଷରେ ଅଭିଯୁକ୍ତକୁ ଗିରଫ କରିଛି। ଅଭିଯୁକ୍ତକୁ କୋର୍ଟରେ ହାଜର କରାଯାଇଥିଲା। xyxy=(300,559,426,743)
text-column xyxy=(166,358,362,438)
page-grid xyxy=(10,74,1490,1300)
bullet-square-icon xyxy=(166,78,177,89)
dateline: ଭୁବନେଶ୍ୱର, ୪୫(ଭୁଜା): ଆଠମଲ୍ଲିକ xyxy=(10,683,130,693)
events-list xyxy=(16,101,152,429)
list-item: ● ବିଦ୍ୟାଳୟ ସ୍କୁଲ ପ୍ରତି ଆଣି ଏକ କାର୍ଯ୍ୟରେ ବାର୍ଷିକ ସଭାରେ 'ଇଣ୍ଡିଆଲ-୧୮', ଭାଣ୍ଡପୋଥି ପ୍ରଣିତ, ପୂର୍ବାହ୍ନର ମହତ୍ତ୍ୱ ନିକଟ, ଭେଜଷ୍ଟେସିରି, ସକାଳ ୧୧ଟା ୩୦। xyxy=(16,323,152,386)
page-number: ୧୦ xyxy=(1441,15,1484,52)
article-body: ଜେମ୍ସଭିକ ସୋସିଆଲଟି ଡାଲଗ୍ରୋସିଭ୍‌କୁ ଜାତୀୟ ସ୍ତରର ଆକ୍ରେଡିଟେସନ ପ୍ରମାଣପତ୍ର ପ୍ରଦାନ କରାଯାଇଛି। ଏହି ସଂସ୍ଥା ଗୁଣାତ୍ମକ ସେବା ଯୋଗାଇ ଦେଉଥିବାରୁ ଏହି ସମ୍ମାନ ମିଳିଛି। ସଂସ୍ଥାର ନିର୍ଦ୍ଦେଶକ ଏହି ସଫଳତା ପାଇଁ ସମସ୍ତ କର୍ମଚାରୀଙ୍କୁ ଧନ୍ୟବାଦ ଜଣାଇଛନ୍ତି। ଆଗାମୀ ଦିନରେ ଆହୁରି ଭଲ ସେବା ଯୋଗାଇ ଦିଆଯିବ ବୋଲି ସେ କହିଛନ୍ତି। xyxy=(1190,1035,1490,1086)
story-headline: ୨୨ ଲକ୍ଷ ଠକେଇ: ଅଭିଯୁକ୍ତ ଗିରଫ xyxy=(166,1006,415,1028)
cmyk-bar-group xyxy=(1398,2321,1450,2332)
